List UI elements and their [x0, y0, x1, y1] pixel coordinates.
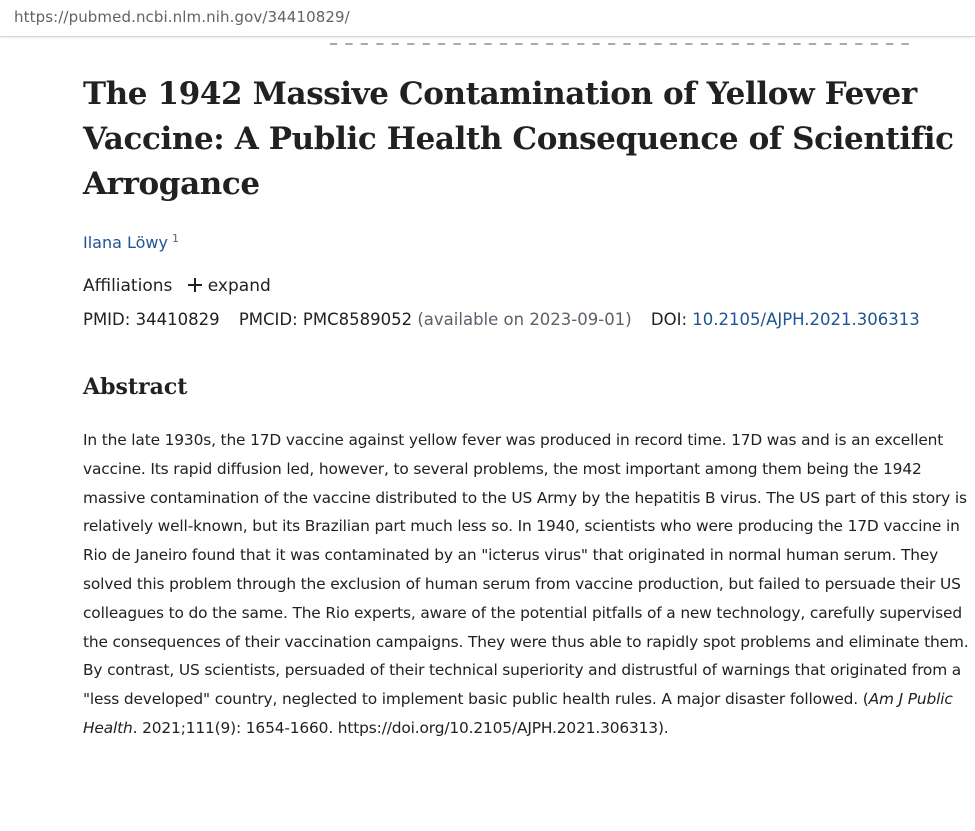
citation-open: ( [862, 690, 869, 709]
citation-details: . 2021;111(9): 1654-1660. https://doi.org/10.2105/AJPH.2021.306313). [132, 718, 669, 737]
pmcid-availability: (available on 2023-09-01) [417, 310, 632, 329]
pmid-label: PMID: [83, 310, 131, 329]
pmid-value: 34410829 [135, 310, 220, 329]
abstract-body: In the late 1930s, the 17D vaccine against yellow fever was produced in record time. 17D was and is an excellent vaccine. Its rapid diffusion led, however, to several problems, the most important among them being the 1942 massive contamination of the vaccine distributed to the US Army by the hepatitis B virus. The US part of this story is relatively well-known, but its Brazilian part much less so. In 1940, scientists who were producing the 17D vaccine in Rio de Janeiro found that it was contaminated by an "icterus virus" that originated in normal human serum. They solved this problem through the exclusion of human serum from vaccine production, but failed to persuade their US colleagues to do the same. The Rio experts, aware of the potential pitfalls of a new technology, carefully supervised the consequences of their vaccination campaigns. They were thus able to rapidly spot problems and eliminate them. By contrast, US scientists, persuaded of their technical superiority and distrustful of warnings that originated from a "less developed" country, neglected to implement basic public health rules. A major disaster followed. [83, 431, 969, 709]
expand-affiliations-button[interactable] [188, 276, 271, 296]
pmcid-value: PMC8589052 [302, 310, 413, 329]
doi-link[interactable]: 10.2105/AJPH.2021.306313 [692, 310, 920, 329]
authors-list [83, 232, 179, 252]
url-text[interactable]: https://pubmed.ncbi.nlm.nih.gov/34410829/ [14, 8, 350, 26]
author-link[interactable]: Ilana Löwy [83, 233, 168, 252]
abstract-heading: Abstract [83, 374, 188, 400]
affiliations-label: Affiliations [83, 276, 173, 296]
affiliation-ref[interactable]: 1 [171, 232, 179, 245]
pmcid-label: PMCID: [238, 310, 298, 329]
identifiers-row [83, 310, 920, 329]
browser-address-bar[interactable] [0, 0, 975, 37]
plus-icon [188, 278, 202, 292]
abstract-text [83, 426, 973, 743]
article-title: The 1942 Massive Contamination of Yellow Fever Vaccine: A Public Health Consequence of Scientific Arrogance [83, 76, 954, 202]
affiliations-row [83, 276, 271, 296]
doi-label: DOI: [650, 310, 688, 329]
expand-label: expand [207, 276, 271, 296]
journal-name: Am J Public Health [83, 690, 953, 737]
clipped-previous-line: _ _ _ _ _ _ _ _ _ _ _ _ _ _ _ _ _ _ _ _ _ _ _ _ _ _ _ _ _ _ _ _ _ _ _ _ _ _ [330, 37, 911, 45]
